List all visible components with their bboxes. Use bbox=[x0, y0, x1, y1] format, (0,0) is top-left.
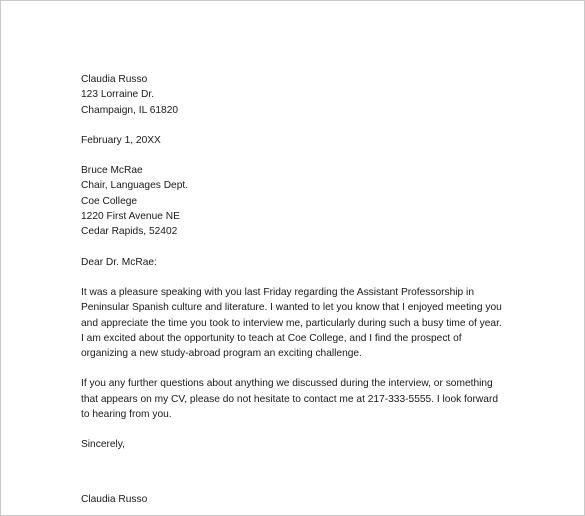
paragraph-line: and appreciate the time you took to interview me, particularly during such a busy time of year. bbox=[81, 317, 502, 329]
sender-address bbox=[81, 72, 561, 118]
recipient-org: Coe College bbox=[81, 195, 138, 207]
paragraph-line: organizing a new study-abroad program an exciting challenge. bbox=[81, 348, 362, 360]
recipient-address bbox=[81, 163, 561, 239]
paragraph-line: If you any further questions about anything we discussed during the interview, or something bbox=[81, 378, 493, 390]
paragraph-line: I am excited about the opportunity to teach at Coe College, and I find the prospect of bbox=[81, 332, 462, 344]
sender-street: 123 Lorraine Dr. bbox=[81, 89, 155, 101]
signature-name: Claudia Russo bbox=[81, 493, 148, 505]
letter-date-block bbox=[81, 133, 561, 148]
recipient-name: Bruce McRae bbox=[81, 165, 143, 177]
recipient-title: Chair, Languages Dept. bbox=[81, 180, 189, 192]
sender-city: Champaign, IL 61820 bbox=[81, 104, 179, 116]
closing: Sincerely, bbox=[81, 439, 125, 451]
paragraph-2 bbox=[81, 376, 561, 422]
paragraph-1 bbox=[81, 285, 561, 361]
paragraph-line: It was a pleasure speaking with you last Friday regarding the Assistant Professorship in bbox=[81, 286, 474, 298]
sender-name: Claudia Russo bbox=[81, 74, 148, 85]
signature-block bbox=[81, 492, 561, 507]
paragraph-line: Peninsular Spanish culture and literature. I wanted to let you know that I enjoyed meeting you bbox=[81, 302, 502, 314]
recipient-city: Cedar Rapids, 52402 bbox=[81, 226, 178, 238]
salutation-block bbox=[81, 255, 561, 270]
closing-block bbox=[81, 437, 561, 452]
letter-date: February 1, 20XX bbox=[81, 134, 161, 146]
salutation: Dear Dr. McRae: bbox=[81, 256, 157, 268]
letter-body bbox=[81, 72, 561, 507]
recipient-street: 1220 First Avenue NE bbox=[81, 211, 180, 223]
paragraph-line: to hearing from you. bbox=[81, 409, 172, 421]
paragraph-line: that appears on my CV, please do not hesitate to contact me at 217-333-5555. I look forward bbox=[81, 393, 498, 405]
